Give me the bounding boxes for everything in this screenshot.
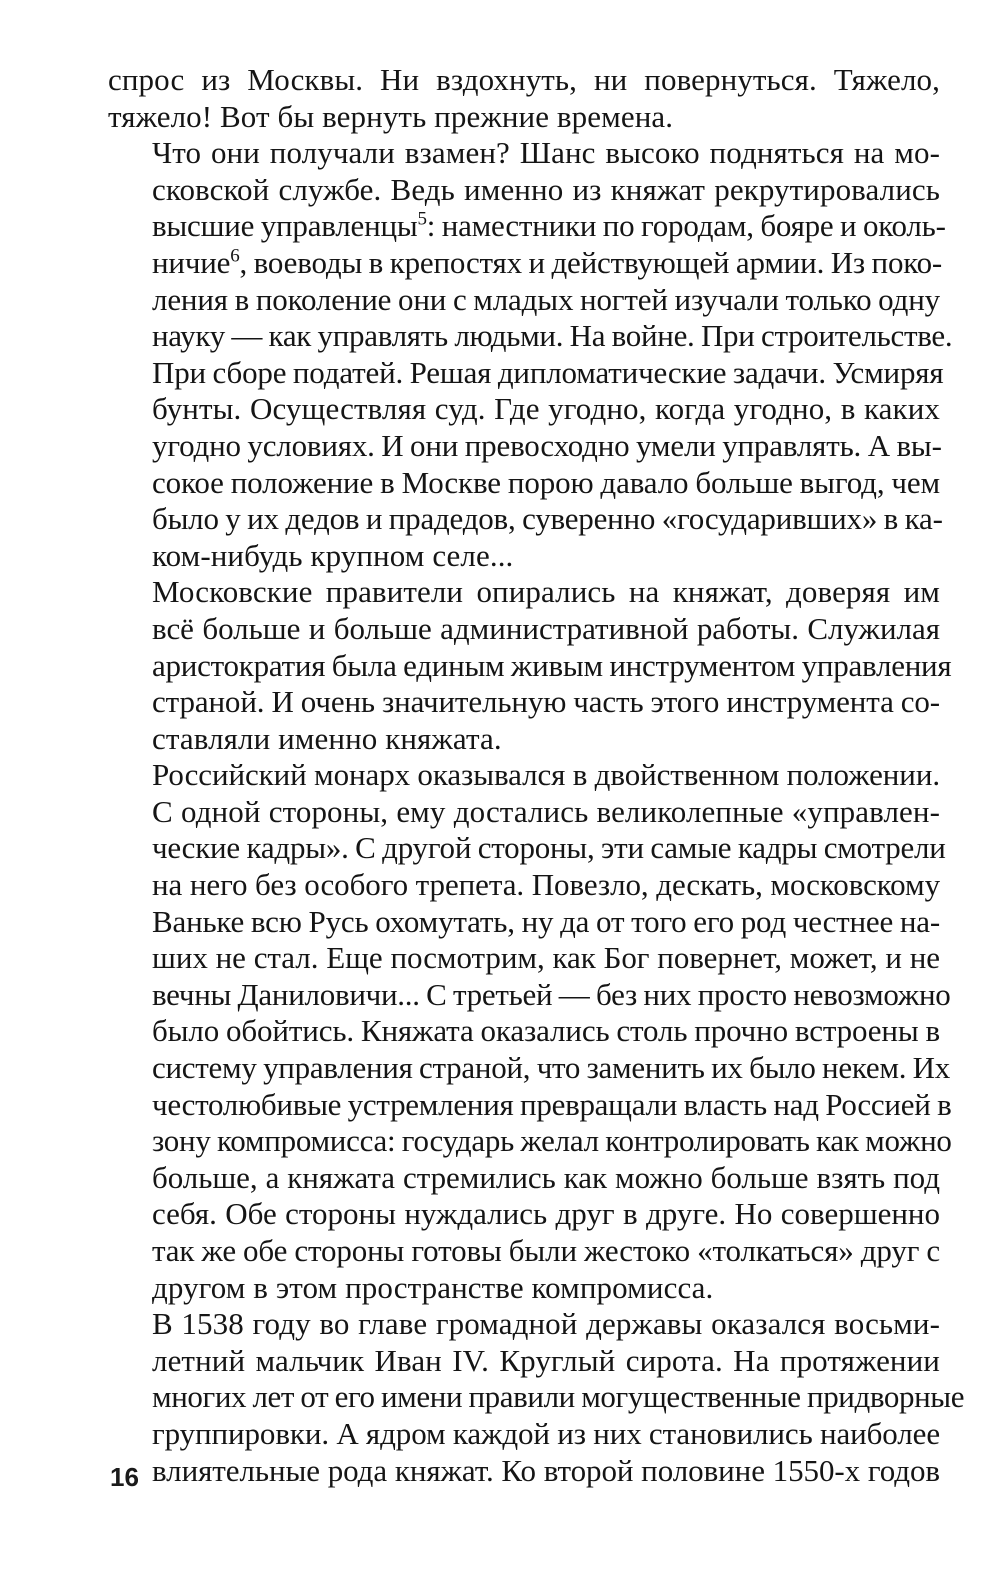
paragraph <box>108 757 952 1306</box>
text-line: аристократия была единым живым инструментом управления <box>152 647 952 683</box>
text-line: Московские правители опирались на княжат, доверяя им <box>152 574 940 610</box>
text-line: больше, а княжата стремились как можно больше взять под <box>152 1159 940 1195</box>
text-line: многих лет от его имени правили могущественные придворные <box>152 1379 965 1415</box>
text-line: тяжело! Вот бы вернуть прежние времена. <box>108 98 674 134</box>
page-number: 16 <box>110 1462 139 1492</box>
text-line: ления в поколение они с младых ногтей изучали только одну <box>152 281 940 317</box>
text-line: страной. И очень значительную часть этого инструмента со- <box>152 684 940 720</box>
body-text <box>108 62 965 1489</box>
paragraph <box>108 135 953 574</box>
text-line: вечны Даниловичи... С третьей — без них просто невозможно <box>152 976 951 1012</box>
text-line: С одной стороны, ему достались великолепные «управлен- <box>152 793 940 829</box>
text-line: В 1538 году во главе громадной державы оказался восьми- <box>152 1306 940 1342</box>
text-line: систему управления страной, что заменить их было некем. Их <box>152 1050 950 1086</box>
text-line: группировки. А ядром каждой из них становились наиболее <box>152 1415 940 1451</box>
paragraph <box>108 62 940 135</box>
text-line: зону компромисса: государь желал контролировать как можно <box>152 1123 952 1159</box>
footnote-marker[interactable]: 5 <box>417 209 427 231</box>
text-line: ших не стал. Еще посмотрим, как Бог повернет, может, и не <box>152 940 940 976</box>
text-fragment: ничие <box>152 244 231 280</box>
text-line: летний мальчик Иван IV. Круглый сирота. На протяжении <box>152 1342 940 1378</box>
text-fragment: : наместники по городам, бояре и околь- <box>426 208 946 244</box>
text-line: Что они получали взамен? Шанс высоко подняться на мо- <box>152 135 940 171</box>
text-line: ставляли именно княжата. <box>152 720 502 756</box>
paragraph <box>108 1306 965 1489</box>
text-line: влиятельные рода княжат. Ко второй половине 1550-х годов <box>152 1452 940 1488</box>
text-line: Российский монарх оказывался в двойственном положении. <box>152 757 940 793</box>
text-line: так же обе стороны готовы были жестоко «толкаться» друг с <box>152 1233 940 1268</box>
text-fragment: высшие управленцы <box>152 208 418 244</box>
text-line: Ваньке всю Русь охомутать, ну да от того его род честнее на- <box>152 903 940 939</box>
text-line: себя. Обе стороны нуждались друг в друге. Но совершенно <box>152 1196 940 1232</box>
text-line: честолюбивые устремления превращали власть над Россией в <box>152 1086 952 1122</box>
footnote-marker[interactable]: 6 <box>230 245 240 267</box>
text-line: науку — как управлять людьми. На войне. При строительстве. <box>152 318 953 354</box>
paragraph <box>108 574 952 757</box>
text-line: сковской службе. Ведь именно из княжат рекрутировались <box>152 171 940 207</box>
text-line: было обойтись. Княжата оказались столь прочно встроены в <box>152 1013 940 1049</box>
text-line: ком-нибудь крупном селе... <box>152 537 514 573</box>
text-line <box>108 208 946 245</box>
text-line: сокое положение в Москве порою давало больше выгод, чем <box>152 464 940 500</box>
text-line: бунты. Осуществляя суд. Где угодно, когда угодно, в каких <box>152 391 940 427</box>
text-line <box>108 244 943 282</box>
text-line: другом в этом пространстве компромисса. <box>152 1269 714 1305</box>
text-line: на него без особого трепета. Повезло, дескать, московскому <box>152 867 940 903</box>
text-line: всё больше и больше административной работы. Служилая <box>152 610 940 646</box>
text-line: ческие кадры». С другой стороны, эти самые кадры смотрели <box>152 830 946 866</box>
text-line: было у их дедов и прадедов, суверенно «государивших» в ка- <box>152 501 943 537</box>
text-line: угодно условиях. И они превосходно умели управлять. А вы- <box>152 427 942 463</box>
text-fragment: , воеводы в крепостях и действующей армии. Из поко- <box>239 244 943 280</box>
text-line: При сборе податей. Решая дипломатические задачи. Усмиряя <box>152 354 944 390</box>
text-line: спрос из Москвы. Ни вздохнуть, ни повернуться. Тяжело, <box>108 62 940 97</box>
